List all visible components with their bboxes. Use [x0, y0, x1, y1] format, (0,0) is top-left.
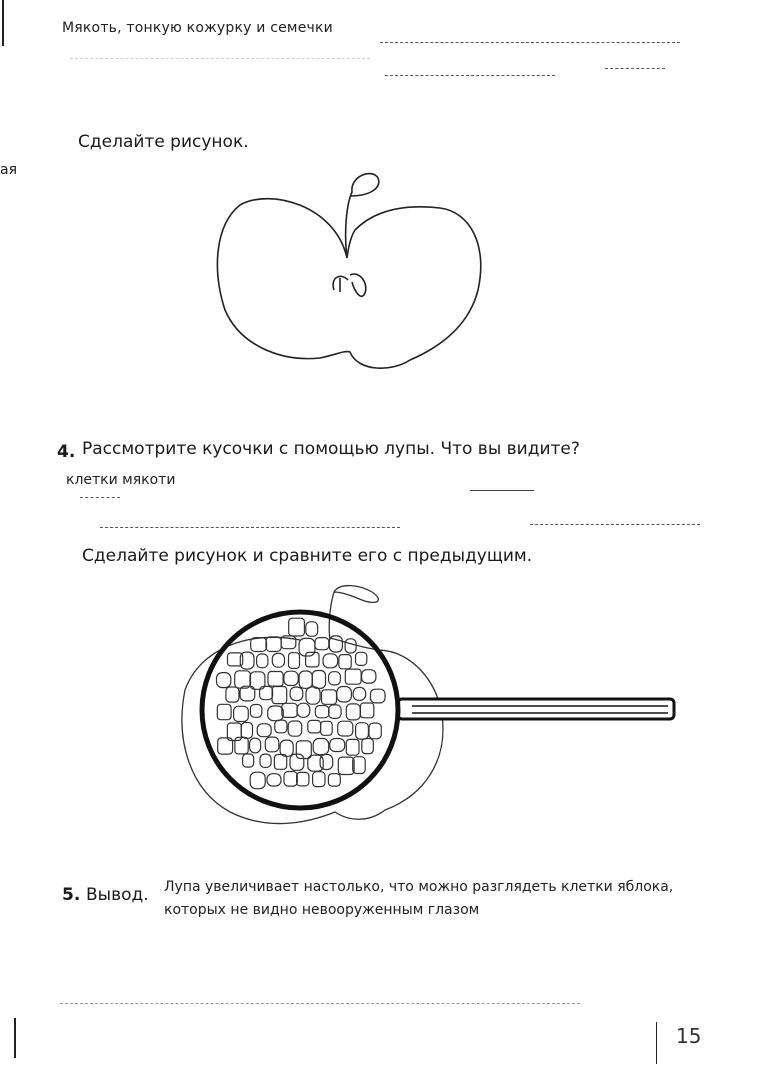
cell: [356, 652, 367, 665]
cell: [268, 672, 283, 687]
cell: [362, 739, 374, 754]
cell: [260, 686, 273, 699]
cell: [235, 737, 248, 754]
cell: [356, 723, 369, 739]
cell: [275, 720, 287, 733]
cell: [322, 690, 337, 705]
cell: [306, 687, 320, 704]
cell: [362, 670, 376, 683]
cell: [250, 705, 261, 718]
cell: [338, 757, 354, 774]
cell: [288, 721, 302, 736]
cell: [284, 772, 297, 787]
cell: [289, 653, 300, 669]
cell: [272, 687, 287, 704]
cell: [345, 639, 356, 653]
cell: [299, 671, 312, 688]
task5-number: 5.: [62, 885, 81, 905]
cell: [226, 687, 239, 702]
cell: [297, 703, 310, 717]
task4-answer: клетки мякоти: [66, 472, 176, 488]
task4-question: Рассмотрите кусочки с помощью лупы. Что вы видите?: [82, 439, 580, 459]
apple-outline-faint: [182, 637, 443, 823]
cell: [265, 737, 279, 752]
cell: [280, 740, 293, 756]
cell: [250, 772, 265, 789]
cell: [289, 618, 305, 636]
task5-answer-line1: Лупа увеличивает настолько, что можно разглядеть клетки яблока,: [164, 879, 674, 895]
answer-line-rule: [60, 1003, 580, 1004]
cell: [241, 723, 252, 739]
cell: [250, 738, 261, 753]
task4-number: 4.: [57, 442, 76, 462]
cell: [282, 703, 297, 717]
cell: [321, 721, 333, 735]
cell: [272, 653, 284, 667]
cell: [338, 721, 353, 736]
cell: [306, 622, 318, 637]
cell: [243, 754, 254, 767]
magnified-cells: [217, 618, 386, 789]
cell: [337, 687, 352, 703]
cell: [345, 669, 361, 684]
cell: [369, 723, 381, 739]
cell: [323, 654, 338, 668]
cell: [328, 774, 340, 786]
cell: [290, 687, 303, 700]
cell: [257, 724, 271, 737]
cell: [257, 654, 268, 668]
cell: [329, 705, 342, 719]
cell: [360, 703, 373, 718]
cell: [313, 772, 325, 787]
cell: [284, 671, 298, 685]
cell: [353, 687, 366, 700]
apple-stem: [329, 586, 378, 640]
cell: [330, 739, 345, 752]
cell: [346, 704, 360, 720]
cell: [297, 772, 309, 786]
cell: [234, 706, 249, 721]
cell: [371, 689, 386, 703]
cell: [339, 655, 351, 669]
cell: [235, 671, 251, 688]
page-number-bracket: [656, 1022, 657, 1064]
task5-answer-line2: которых не видно невооруженным глазом: [164, 902, 480, 918]
cell: [268, 706, 284, 721]
cell: [315, 638, 329, 650]
cell: [346, 739, 359, 755]
task4-instruction: Сделайте рисунок и сравните его с предыдущим.: [82, 546, 533, 566]
cell: [217, 704, 231, 719]
cell: [308, 720, 321, 733]
cell: [312, 671, 325, 689]
cell: [217, 673, 231, 688]
margin-fragment: ая: [0, 162, 18, 178]
page-number: 15: [676, 1024, 702, 1048]
cell: [260, 754, 271, 767]
cell: [266, 637, 281, 652]
cell: [251, 638, 267, 652]
cell: [267, 774, 281, 786]
answer-line-top: Мякоть, тонкую кожурку и семечки: [62, 20, 333, 36]
cell: [329, 672, 341, 685]
cell: [296, 741, 311, 759]
magnifier-handle: [398, 699, 674, 719]
task5-label: Вывод.: [86, 885, 149, 905]
task3-instruction: Сделайте рисунок.: [78, 132, 249, 152]
cell: [315, 706, 329, 718]
cell: [313, 739, 329, 755]
